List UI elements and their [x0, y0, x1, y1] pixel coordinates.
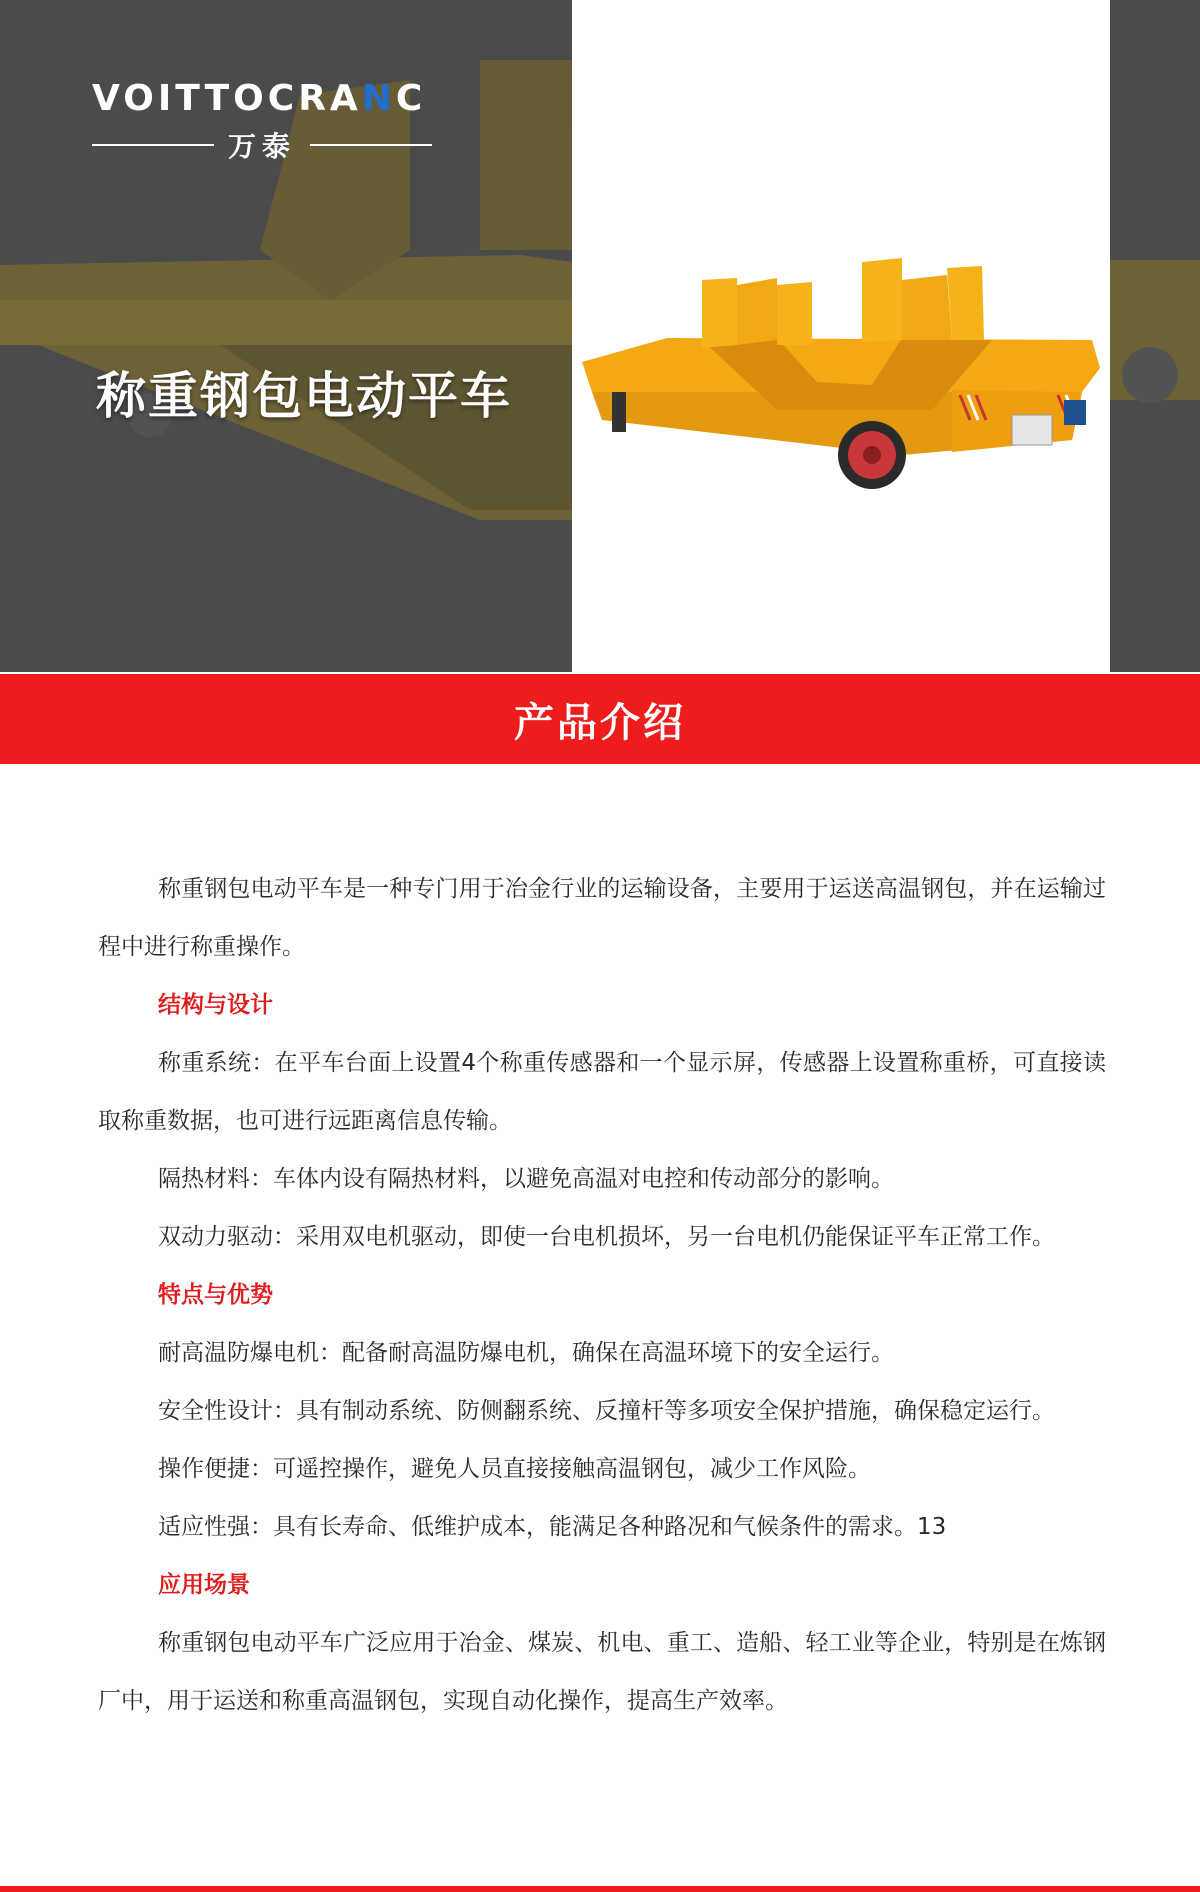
logo-subtitle: [92, 125, 432, 165]
structure-item: 称重系统：在平车台面上设置4个称重传感器和一个显示屏，传感器上设置称重桥，可直接读取称重数据，也可进行远距离信息传输。: [98, 1050, 1106, 1134]
intro-paragraph: 称重钢包电动平车是一种专门用于冶金行业的运输设备，主要用于运送高温钢包，并在运输过程中进行称重操作。: [98, 876, 1106, 960]
structure-item: 隔热材料：车体内设有隔热材料，以避免高温对电控和传动部分的影响。: [158, 1166, 894, 1192]
brand-logo: [92, 78, 432, 165]
logo-wordmark: VOITTOCRANC: [92, 78, 427, 119]
electric-flat-cart-illustration: [572, 0, 1110, 672]
section-heading-applications: 应用场景: [158, 1572, 250, 1598]
feature-item: 安全性设计：具有制动系统、防侧翻系统、反撞杆等多项安全保护措施，确保稳定运行。: [158, 1398, 1055, 1424]
logo-chinese-name: 万泰: [228, 130, 297, 163]
applications-paragraph: 称重钢包电动平车广泛应用于冶金、煤炭、机电、重工、造船、轻工业等企业，特别是在炼钢厂中，用于运送和称重高温钢包，实现自动化操作，提高生产效率。: [98, 1630, 1106, 1714]
logo-divider-left: [92, 144, 214, 146]
feature-item: 操作便捷：可遥控操作，避免人员直接接触高温钢包，减少工作风险。: [158, 1456, 871, 1482]
feature-item: 耐高温防爆电机：配备耐高温防爆电机，确保在高温环境下的安全运行。: [158, 1340, 894, 1366]
section-banner-title: 产品介绍: [514, 699, 686, 746]
product-photo: [572, 0, 1110, 672]
section-heading-structure: 结构与设计: [158, 992, 273, 1018]
hero-banner: [0, 0, 1200, 672]
feature-item: 适应性强：具有长寿命、低维护成本，能满足各种路况和气候条件的需求。13: [158, 1514, 947, 1540]
section-heading-features: 特点与优势: [158, 1282, 273, 1308]
product-title: 称重钢包电动平车: [96, 367, 512, 425]
section-banner: [0, 674, 1200, 764]
logo-divider-right: [310, 144, 432, 146]
structure-item: 双动力驱动：采用双电机驱动，即使一台电机损坏，另一台电机仍能保证平车正常工作。: [158, 1224, 1055, 1250]
product-description: [98, 860, 1106, 1730]
footer-rule: [0, 1886, 1200, 1892]
